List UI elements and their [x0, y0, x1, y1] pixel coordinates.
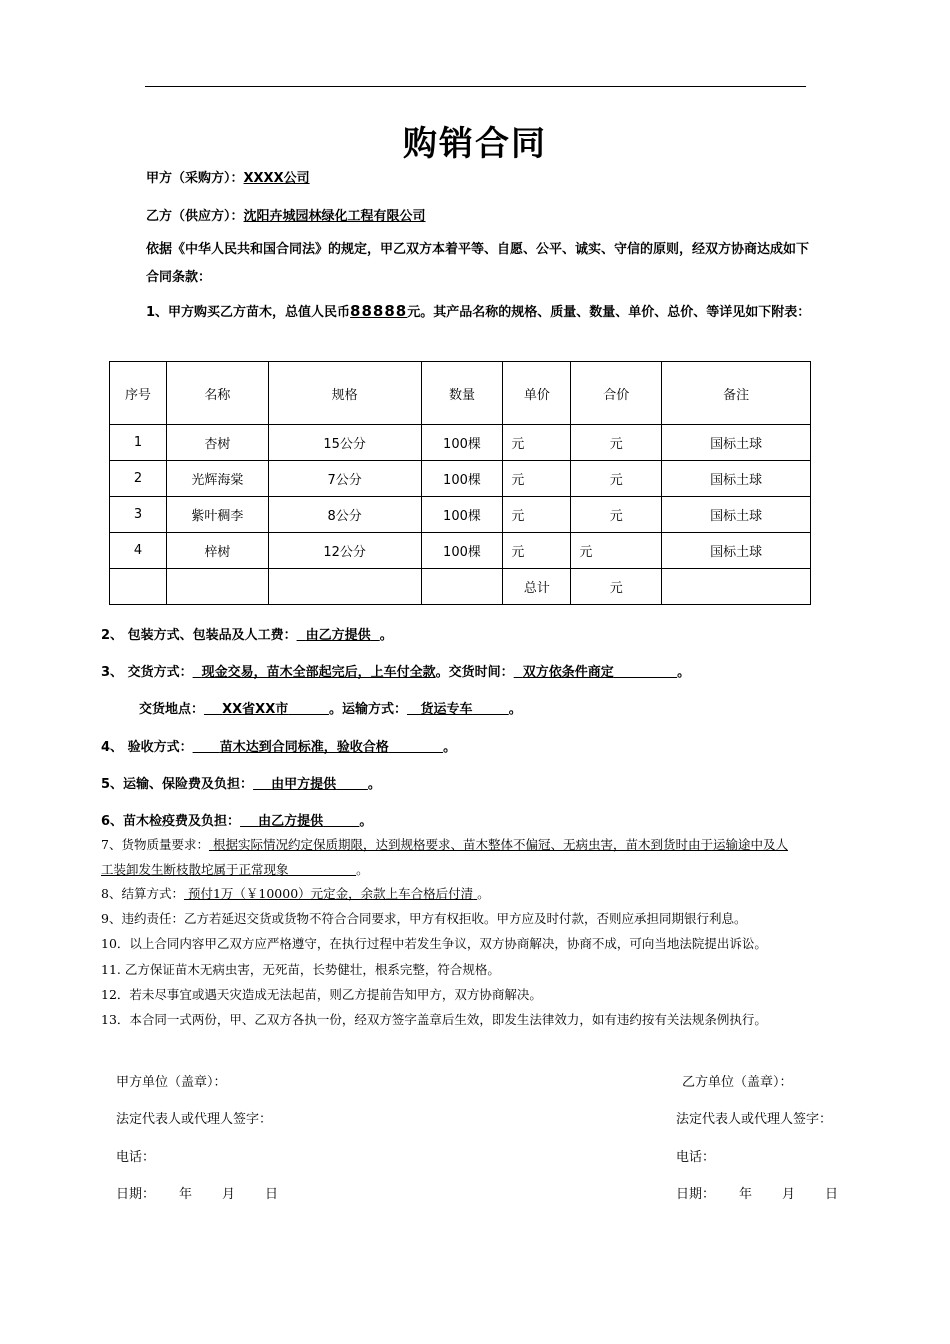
table-header-cell: 数量	[421, 362, 503, 425]
transport-text: 货运专车	[420, 702, 473, 717]
party-a-rep: 法定代表人或代理人签字：	[116, 1112, 273, 1127]
clause-7-line-2	[101, 860, 369, 878]
clause-8-value-text: 预付1万（￥10000）元定金，余款上车合格后付清	[187, 886, 474, 901]
clause-2-label: 2、 包装方式、包装品及人工费：	[101, 628, 297, 643]
table-header-cell: 备注	[662, 362, 811, 425]
intro-paragraph: 依据《中华人民共和国合同法》的规定，甲乙双方本着平等、自愿、公平、诚实、守信的原则，经双方协商达成如下合同条款：	[146, 242, 810, 285]
clause-2-value-text: 由乙方提供	[305, 628, 371, 643]
clause-7-value-1-text: 根据实际情况约定保质期限，达到规格要求、苗木整体不偏冠、无病虫害，苗木到货时由于运输途中及人	[212, 837, 788, 852]
date-label: 日期：	[676, 1187, 716, 1202]
party-b-date	[676, 1183, 838, 1202]
row-total: 元	[571, 497, 662, 533]
clause-4-value	[193, 740, 443, 755]
party-b-label: 乙方（供应方）：	[146, 209, 244, 224]
delivery-place-text: XX省XX市	[222, 702, 289, 717]
clause-3-time	[514, 665, 677, 680]
year-label: 年	[179, 1187, 193, 1202]
row-qty: 100棵	[421, 497, 503, 533]
goods-table	[109, 361, 811, 605]
clause-7-value-1	[209, 837, 788, 852]
clause-1-prefix: 1、甲方购买乙方苗木，总值人民币	[146, 305, 351, 320]
clause-7-value-2	[101, 862, 356, 877]
table-row	[110, 461, 811, 497]
clause-13: 13．本合同一式两份，甲、乙双方各执一份，经双方签字盖章后生效，即发生法律效力，如有违约按有关法规条例执行。	[101, 1012, 767, 1027]
party-b-rep: 法定代表人或代理人签字：	[676, 1112, 833, 1127]
row-name: 梓树	[166, 533, 268, 569]
table-header-cell: 名称	[166, 362, 268, 425]
row-qty: 100棵	[421, 533, 503, 569]
party-a-date	[116, 1183, 278, 1202]
clause-3-value	[193, 665, 436, 680]
sum-label: 总计	[503, 569, 571, 605]
clause-5-value-text: 由甲方提供	[271, 777, 337, 792]
clause-3-mid: 。交货时间：	[435, 665, 514, 680]
row-price: 元	[503, 497, 571, 533]
clause-2-value	[297, 628, 380, 643]
delivery-place-label: 交货地点：	[139, 702, 205, 717]
party-b-unit: 乙方单位（盖章）：	[682, 1075, 793, 1090]
clause-2	[101, 624, 393, 643]
clause-1-amount: 88888	[350, 302, 408, 320]
row-qty: 100棵	[421, 425, 503, 461]
clause-1-suffix: 元。其产品名称的规格、质量、数量、单价、总价、等详见如下附表：	[407, 305, 811, 320]
clause-11: 11. 乙方保证苗木无病虫害，无死苗，长势健壮，根系完整，符合规格。	[101, 962, 500, 977]
party-b-phone: 电话：	[676, 1150, 716, 1165]
clause-5-end: 。	[367, 777, 381, 792]
clause-10: 10．以上合同内容甲乙双方应严格遵守，在执行过程中若发生争议，双方协商解决，协商不成，可向当地法院提出诉讼。	[101, 936, 767, 951]
clause-3-value-text: 现金交易，苗木全部起完后，上车付全款	[201, 665, 436, 680]
clause-5	[101, 773, 381, 792]
row-name: 紫叶稠李	[166, 497, 268, 533]
row-note: 国标土球	[662, 461, 811, 497]
party-a-phone: 电话：	[116, 1150, 156, 1165]
day-label: 日	[825, 1187, 839, 1202]
row-no: 1	[110, 425, 167, 461]
row-name: 杏树	[166, 425, 268, 461]
clause-4-label: 4、 验收方式：	[101, 740, 193, 755]
year-label: 年	[739, 1187, 753, 1202]
row-price: 元	[503, 533, 571, 569]
row-spec: 15公分	[268, 425, 421, 461]
table-header-row	[110, 362, 811, 425]
clause-4-end: 。	[443, 740, 457, 755]
table-header-cell: 序号	[110, 362, 167, 425]
clause-6-end: 。	[359, 814, 373, 829]
empty-cell	[110, 569, 167, 605]
clause-7-label: 7、货物质量要求：	[101, 837, 209, 852]
sum-value: 元	[571, 569, 662, 605]
table-header-cell: 规格	[268, 362, 421, 425]
delivery-place	[204, 702, 329, 717]
clause-9: 9、违约责任：乙方若延迟交货或货物不符合合同要求，甲方有权拒收。甲方应及时付款，否则应承担同期银行利息。	[101, 911, 747, 926]
empty-cell	[662, 569, 811, 605]
clause-8-label: 8、结算方式：	[101, 886, 184, 901]
clause-12: 12．若未尽事宜或遇天灾造成无法起苗，则乙方提前告知甲方，双方协商解决。	[101, 987, 542, 1002]
day-label: 日	[265, 1187, 279, 1202]
party-b-value: 沈阳卉城园林绿化工程有限公司	[243, 209, 426, 224]
table-sum-row	[110, 569, 811, 605]
row-note: 国标土球	[662, 533, 811, 569]
empty-cell	[268, 569, 421, 605]
clause-2-end: 。	[379, 628, 393, 643]
party-a-unit: 甲方单位（盖章）：	[116, 1075, 227, 1090]
clause-3-end: 。	[677, 665, 691, 680]
empty-cell	[166, 569, 268, 605]
table-row	[110, 497, 811, 533]
clause-8-value	[184, 886, 477, 901]
row-qty: 100棵	[421, 461, 503, 497]
document-title: 购销合同	[403, 124, 547, 164]
clause-6-label: 6、苗木检疫费及负担：	[101, 814, 241, 829]
clause-5-value	[253, 777, 368, 792]
clause-3-time-text: 双方依条件商定	[522, 665, 614, 680]
month-label: 月	[782, 1187, 796, 1202]
party-a-label: 甲方（采购方）：	[146, 171, 244, 186]
clause-3-label: 3、 交货方式：	[101, 665, 193, 680]
month-label: 月	[222, 1187, 236, 1202]
row-price: 元	[503, 461, 571, 497]
row-no: 4	[110, 533, 167, 569]
row-spec: 8公分	[268, 497, 421, 533]
party-a-value: XXXX公司	[243, 171, 310, 186]
clause-3	[101, 661, 690, 680]
clause-6-value	[240, 814, 359, 829]
table-header-cell: 合价	[571, 362, 662, 425]
row-note: 国标土球	[662, 497, 811, 533]
transport-label: 。运输方式：	[328, 702, 407, 717]
party-a-line	[146, 167, 310, 186]
row-no: 3	[110, 497, 167, 533]
date-label: 日期：	[116, 1187, 156, 1202]
clause-1	[146, 297, 811, 327]
clause-8	[101, 884, 490, 902]
header-rule	[145, 86, 806, 87]
clause-7-line-1	[101, 835, 788, 853]
row-spec: 12公分	[268, 533, 421, 569]
row-price: 元	[503, 425, 571, 461]
clause-6	[101, 810, 372, 829]
clause-7-end: 。	[356, 862, 369, 877]
row-name: 光辉海棠	[166, 461, 268, 497]
empty-cell	[421, 569, 503, 605]
clause-4-value-text: 苗木达到合同标准，验收合格	[219, 740, 389, 755]
clause-6-value-text: 由乙方提供	[258, 814, 324, 829]
table-row	[110, 425, 811, 461]
clause-4	[101, 736, 456, 755]
row-no: 2	[110, 461, 167, 497]
clause-7-value-2-text: 工装卸发生断枝散坨属于正常现象	[101, 862, 289, 877]
clause-3b-end: 。	[508, 702, 522, 717]
party-b-line	[146, 205, 426, 224]
row-total: 元	[571, 425, 662, 461]
clause-3b	[139, 698, 522, 717]
transport	[407, 702, 509, 717]
clause-5-label: 5、运输、保险费及负担：	[101, 777, 254, 792]
row-total: 元	[571, 461, 662, 497]
table-row	[110, 533, 811, 569]
row-note: 国标土球	[662, 425, 811, 461]
row-spec: 7公分	[268, 461, 421, 497]
table-header-cell: 单价	[503, 362, 571, 425]
clause-8-end: 。	[477, 886, 490, 901]
row-total: 元	[571, 533, 662, 569]
